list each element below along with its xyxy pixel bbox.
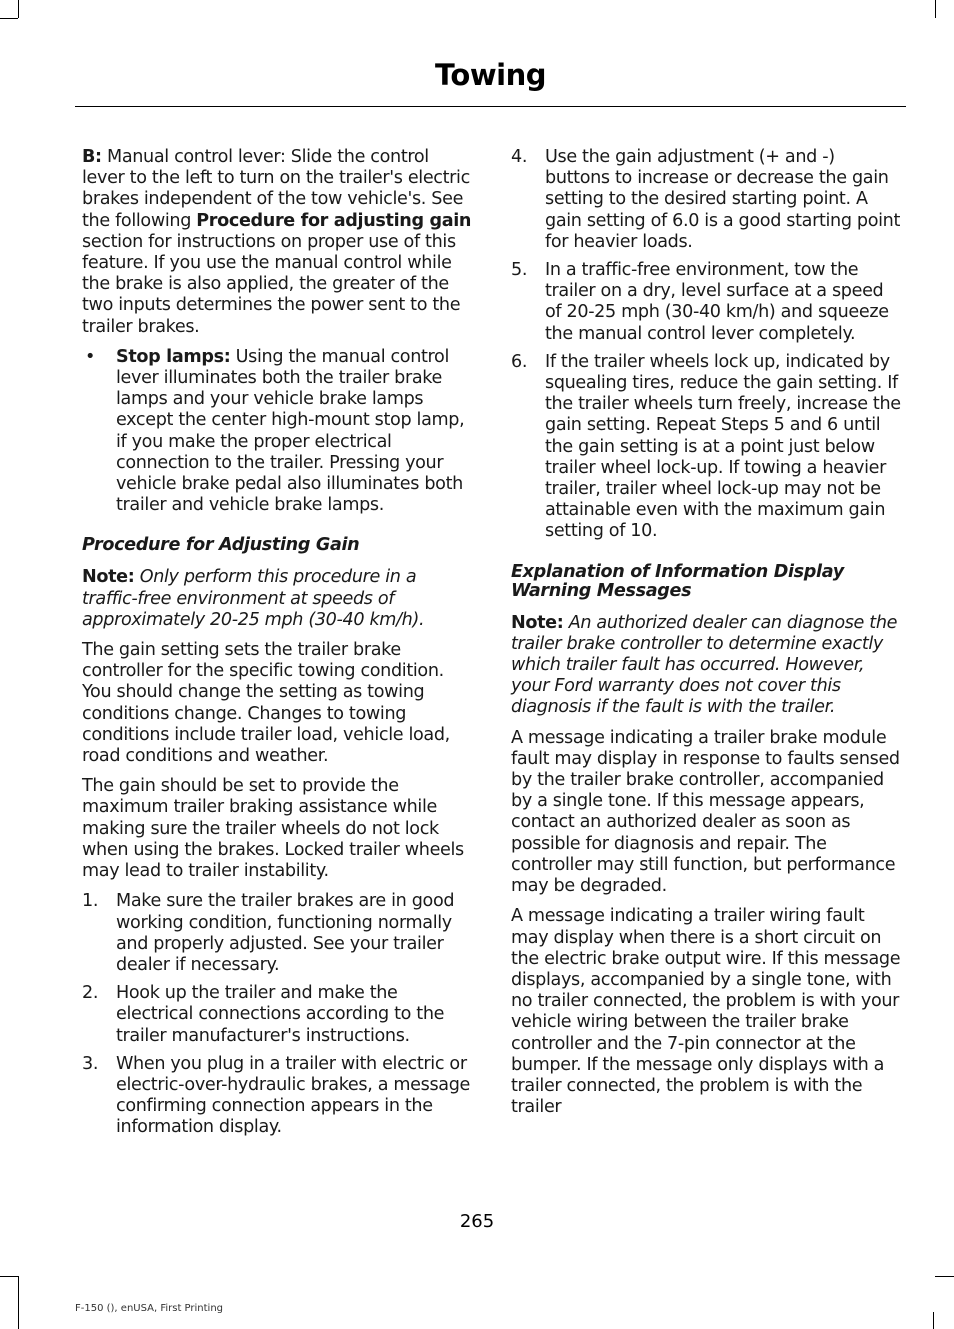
intro-paragraph — [82, 147, 472, 338]
right-column — [511, 147, 901, 1127]
body-paragraph: The gain setting sets the trailer brake controller for the specific towing condition. You should change the setting as towing conditions change. Changes to towing conditions include trailer load, vehicle load, road conditions and weather. — [82, 640, 450, 767]
note-label: Note: — [511, 612, 564, 633]
step-number: 6. — [511, 351, 528, 372]
step-number: 1. — [82, 891, 99, 912]
step-number: 2. — [82, 983, 99, 1004]
crop-mark — [0, 1276, 18, 1277]
note-label: Note: — [82, 567, 135, 588]
note-paragraph — [511, 613, 901, 719]
step-item — [511, 352, 901, 543]
step-item — [82, 1054, 472, 1139]
step-item — [82, 891, 472, 976]
page-number: 265 — [459, 1211, 495, 1232]
bullet-text: Using the manual control lever illuminates both the trailer brake lamps and your vehicle brake lamps except the center high-mount stop lamp, if you make the proper electrical connection to the trailer. Pressing your vehicle brake pedal also illuminates both trailer and vehicle brake lamps. — [116, 346, 465, 516]
step-number: 3. — [82, 1053, 99, 1074]
intro-label: B: — [82, 147, 102, 167]
step-text: Use the gain adjustment (+ and -) buttons to increase or decrease the gain setting to the desired starting point. A gain setting of 6.0 is a good starting point for heavier loads. — [545, 147, 901, 252]
bullet-label: Stop lamps: — [116, 346, 231, 367]
title-divider — [75, 106, 906, 107]
crop-mark — [933, 1312, 934, 1329]
left-column — [82, 147, 472, 1146]
note-paragraph — [82, 567, 472, 631]
page-title: Towing — [435, 58, 546, 92]
step-number: 5. — [511, 260, 528, 281]
step-text: When you plug in a trailer with electric or electric-over-hydraulic brakes, a message confirming connection appears in the information display. — [116, 1053, 470, 1138]
step-text: In a traffic-free environment, tow the trailer on a dry, level surface at a speed of 20-25 mph (30-40 km/h) and squeeze the manual control lever completely. — [545, 260, 889, 344]
footer-text: F-150 (), enUSA, First Printing — [75, 1303, 224, 1314]
crop-mark — [935, 1276, 954, 1277]
step-text: Make sure the trailer brakes are in good working condition, functioning normally and properly adjusted. See your trailer dealer if necessary. — [116, 891, 455, 975]
step-item — [511, 260, 901, 345]
step-item — [511, 147, 901, 253]
body-paragraph: A message indicating a trailer brake module fault may display in response to faults sensed by the trailer brake controller, accompanied by a single tone. If this message appears, contact an authorized dealer as soon as possible for diagnosis and repair. The controller may still function, but performance may be degraded. — [511, 727, 900, 897]
intro-text-2: section for instructions on proper use of this feature. If you use the manual control while the brake is also applied, the greater of the two inputs determines the power sent to the trailer brakes. — [82, 231, 461, 337]
note-text: An authorized dealer can diagnose the trailer brake controller to determine exactly which trailer fault has occurred. However, your Ford warranty does not cover this diagnosis if the fault is with the trailer. — [511, 612, 898, 718]
step-text: If the trailer wheels lock up, indicated by squealing tires, reduce the gain setting. If the trailer wheels turn freely, increase the gain setting. Repeat Steps 5 and 6 until the gain setting is at a point just below trailer wheel lock-up. If towing a heavier trailer, trailer wheel lock-up may not be attainable even with the maximum gain setting of 10. — [545, 351, 901, 542]
crop-mark — [18, 0, 19, 18]
step-item — [82, 983, 472, 1047]
bullet-marker: • — [85, 346, 96, 367]
crop-mark — [935, 0, 936, 18]
step-text: Hook up the trailer and make the electrical connections according to the trailer manufacturer's instructions. — [116, 983, 445, 1046]
crop-mark — [18, 1276, 19, 1329]
procedure-link-text: Procedure for adjusting gain — [196, 210, 472, 231]
stop-lamps-bullet — [82, 347, 472, 517]
note-text: Only perform this procedure in a traffic-free environment at speeds of approximately 20-25 mph (30-40 km/h). — [82, 567, 425, 630]
crop-mark — [0, 18, 18, 19]
step-number: 4. — [511, 147, 528, 167]
body-paragraph: The gain should be set to provide the maximum trailer braking assistance while making sure the trailer wheels do not lock when using the brakes. Locked trailer wheels may lead to trailer instability. — [82, 776, 464, 882]
intro-text-1: Manual control lever: Slide the control lever to the left to turn on the trailer's electric brakes independent of the tow vehicle's. See the following — [82, 147, 470, 231]
section-heading: Procedure for Adjusting Gain — [82, 535, 360, 556]
body-paragraph: A message indicating a trailer wiring fault may display when there is a short circuit on the electric brake output wire. If this message displays, accompanied by a single tone, with no trailer connected, the problem is with your vehicle wiring between the trailer brake controller and the 7-pin connector at the bumper. If the message only displays with a trailer connected, the problem is with the trailer — [511, 906, 901, 1118]
section-heading: Explanation of Information Display Warning Messages — [511, 561, 844, 601]
